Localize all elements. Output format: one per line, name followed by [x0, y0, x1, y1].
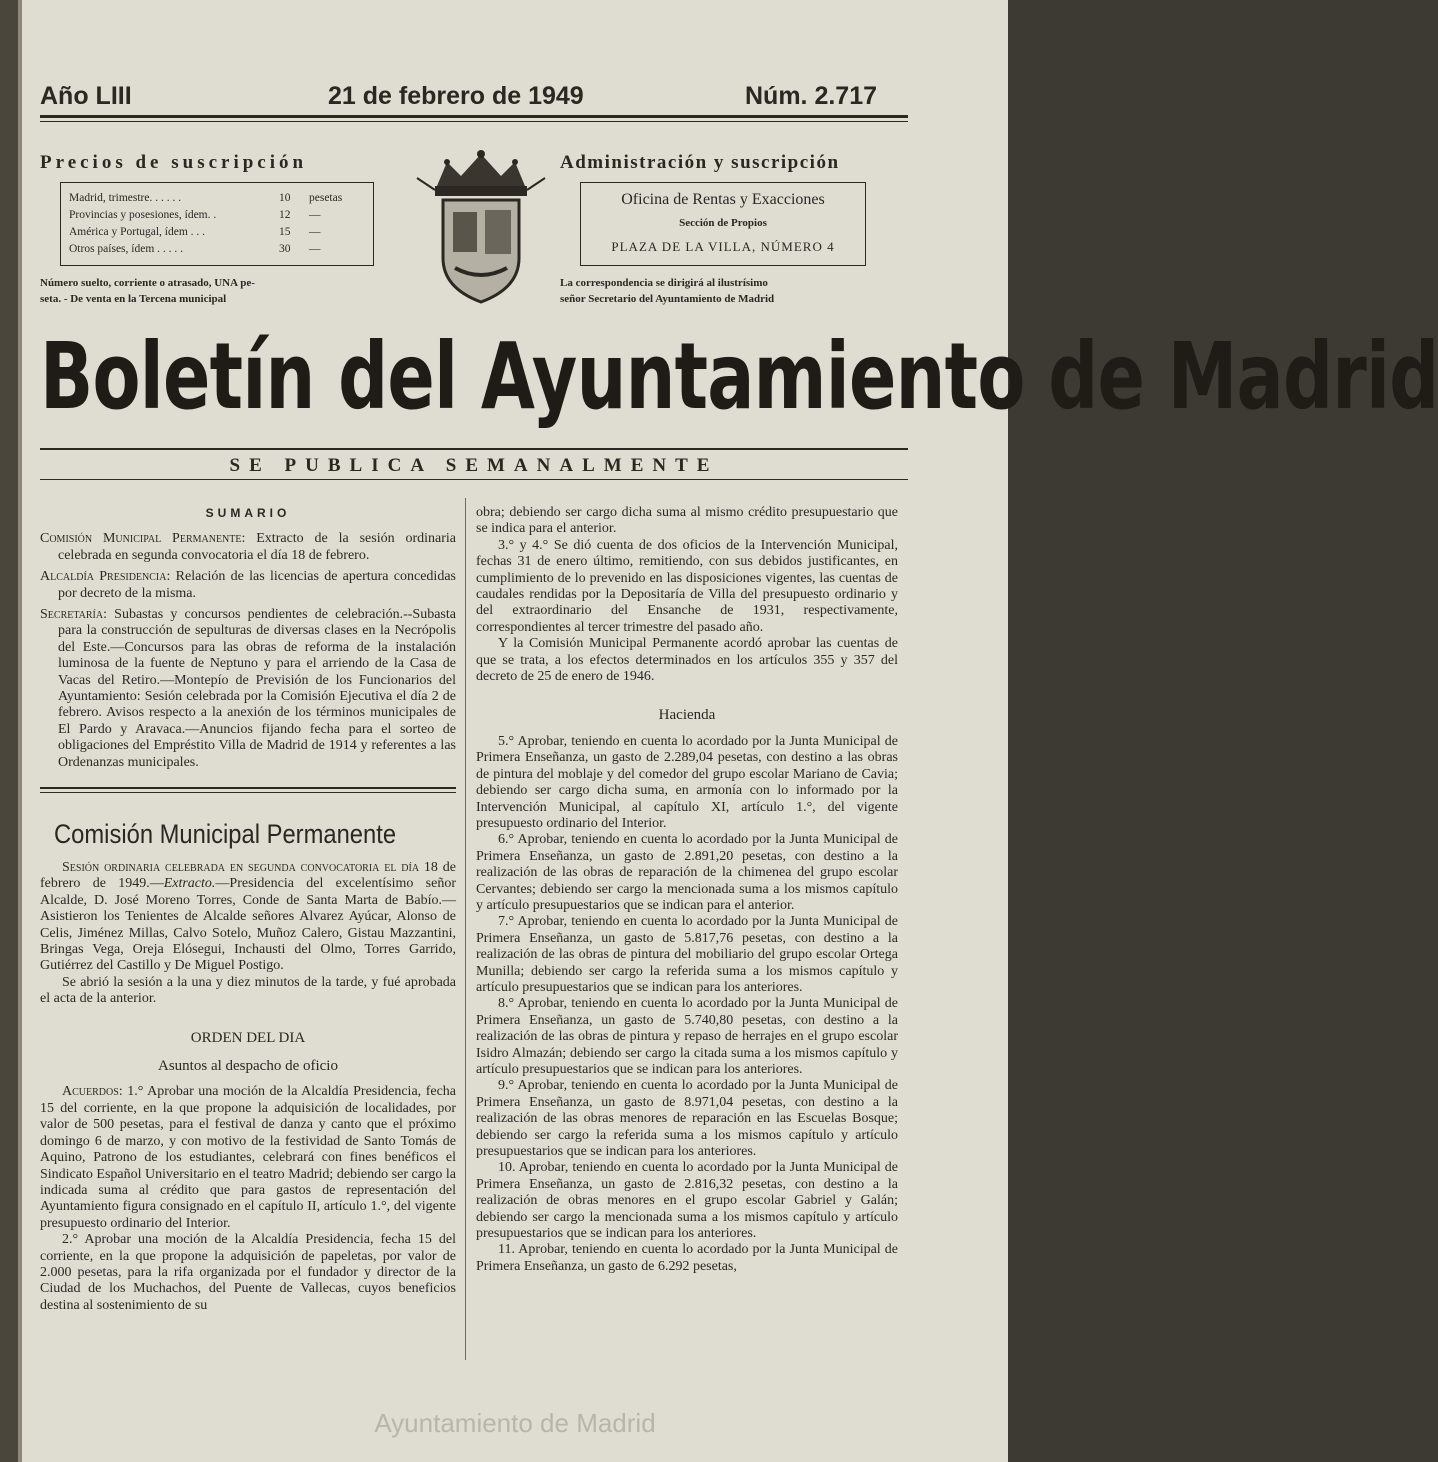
- comision-section: [40, 818, 456, 1314]
- correspondence-note: La correspondencia se dirigirá al ilustrísimo señor Secretario del Ayuntamiento de Madrid: [560, 277, 775, 305]
- top-rule-thin: [40, 121, 908, 122]
- administration-title: Administración y suscripción: [560, 152, 840, 173]
- summary-section: [40, 505, 456, 776]
- section-divider: [40, 787, 456, 789]
- session-opening: Se abrió la sesión a la una y diez minutos de la tarde, y fué aprobada el acta de la anterior.: [40, 974, 456, 1007]
- section-divider-thin: [40, 792, 456, 793]
- office-name: Oficina de Rentas y Exacciones: [621, 191, 825, 208]
- summary-item: Alcaldía Presidencia: Relación de las licencias de apertura concedidas por decreto de la misma.: [40, 569, 456, 601]
- subscription-prices-title: Precios de suscripción: [40, 152, 308, 173]
- right-column: [476, 505, 898, 1275]
- column-separator: [465, 498, 466, 1360]
- subscription-prices-box: [60, 182, 374, 266]
- paragraph: 8.° Aprobar, teniendo en cuenta lo acordado por la Junta Municipal de Primera Enseñanza, un gasto de 5.740,80 pesetas, con destino a la realización de las obras de pintura y repaso de herrajes en el grupo escolar Isidro Almazán; debiendo ser cargo la citada suma a los mismos capítulo y artículo presupuestarios que se indican para los anteriores.: [476, 996, 898, 1077]
- paragraph: Y la Comisión Municipal Permanente acordó aprobar las cuentas de que se trata, a los efectos determinados en los artículos 355 y 357 del decreto de 25 de enero de 1946.: [476, 636, 898, 685]
- single-issue-note: Número suelto, corriente o atrasado, UNA pe- seta. - De venta en la Tercena municipal: [40, 277, 255, 305]
- price-row: América y Portugal, ídem . . . 15 —: [69, 226, 321, 238]
- administration-box: [580, 182, 866, 266]
- paragraph: 6.° Aprobar, teniendo en cuenta lo acordado por la Junta Municipal de Primera Enseñanza, un gasto de 2.891,20 pesetas, con destino a la realización de las obras de reparación de la chimenea del grupo escolar Cervantes; debiendo ser cargo la mencionada suma a los mismos capítulo y artículo presupuestarios que se indican para el anterior.: [476, 832, 898, 913]
- price-row: Otros países, ídem . . . . . 30 —: [69, 243, 321, 255]
- orden-del-dia-heading: ORDEN DEL DIA: [190, 1029, 306, 1046]
- publica-rule: [40, 479, 908, 480]
- paragraph: obra; debiendo ser cargo dicha suma al mismo crédito presupuestario que se indica para el anterior.: [476, 505, 898, 537]
- paragraph: 9.° Aprobar, teniendo en cuenta lo acordado por la Junta Municipal de Primera Enseñanza, un gasto de 8.971,04 pesetas, con destino a la realización de las obras menores de reparación en las Escuelas Bosque; debiendo ser cargo la referida suma a los mismos capítulo y artículo presupuestarios que se indican para los anteriores.: [476, 1078, 898, 1160]
- paragraph: 5.° Aprobar, teniendo en cuenta lo acordado por la Junta Municipal de Primera Enseñanza, un gasto de 2.289,04 pesetas, con destino a las obras de pintura del moblaje y del comedor del grupo escolar Mariano de Cavia; debiendo ser cargo dicha suma, en armonía con lo informado por la Intervención Municipal, al capítulo XI, artículo 1.°, del vigente presupuesto ordinario del Interior.: [476, 733, 898, 831]
- paragraph: 7.° Aprobar, teniendo en cuenta lo acordado por la Junta Municipal de Primera Enseñanza, un gasto de 5.817,76 pesetas, con destino a la realización de las obras de pintura del mobiliario del grupo escolar Ortega Munilla; debiendo ser cargo la referida suma a los mismos capítulo y artículo presupuestarios que se indican para los anteriores.: [476, 914, 898, 995]
- comision-title: Comisión Municipal Permanente: [53, 819, 396, 849]
- top-rule: [40, 115, 908, 118]
- masthead-title: Boletín del Ayuntamiento de Madrid: [40, 323, 1438, 430]
- section-name: Sección de Propios: [679, 217, 767, 229]
- summary-item: Comisión Municipal Permanente: Extracto de la sesión ordinaria celebrada en segunda convocatoria el día 18 de febrero.: [40, 531, 456, 563]
- madrid-coat-of-arms-icon: [417, 148, 545, 308]
- paragraph: 3.° y 4.° Se dió cuenta de dos oficios de la Intervención Municipal, fechas 31 de enero último, remitiendo, con sus debidos justificantes, en cumplimiento de lo prevenido en las disposiciones vigentes, las cuentas de caudales rendidas por la Depositaría de Villa del presupuesto ordinario y del extraordinario del Ensanche de 1931, respectivamente, correspondientes al tercer trimestre del pasado año.: [476, 537, 898, 635]
- masthead-rule: [40, 448, 908, 450]
- acuerdo-2: 2.° Aprobar una moción de la Alcaldía Presidencia, fecha 15 del corriente, en la que propone la adquisición de papeletas, por valor de 2.000 pesetas, para la rifa organizada por el fundador y director de la Ciudad de los Muchachos, del Puente de Vallecas, cuyos beneficios destina al sostenimiento de su: [40, 1232, 456, 1313]
- page-binding-edge: [0, 0, 22, 1462]
- issue-number: Núm. 2.717: [745, 82, 878, 110]
- paragraph: 11. Aprobar, teniendo en cuenta lo acordado por la Junta Municipal de Primera Enseñanza, un gasto de 6.292 pesetas,: [476, 1242, 898, 1274]
- paragraph: 10. Aprobar, teniendo en cuenta lo acordado por la Junta Municipal de Primera Enseñanza, un gasto de 2.816,32 pesetas, con destino a la realización de obras menores en el grupo escolar Gabriel y Galán; debiendo ser cargo la mencionada suma a los mismos capítulo y artículo presupuestarios que se indican para los anteriores.: [476, 1160, 898, 1242]
- asuntos-heading: Asuntos al despacho de oficio: [158, 1058, 338, 1075]
- issue-date: 21 de febrero de 1949: [328, 82, 584, 110]
- publication-frequency: SE PUBLICA SEMANALMENTE: [229, 455, 719, 476]
- acuerdo-1: Acuerdos: 1.° Aprobar una moción de la Alcaldía Presidencia, fecha 15 del corriente, en la que propone la adquisición de localidades, por valor de 500 pesetas, para el festival de danza y canto que el próximo domingo 6 de marzo, y con motivo de la festividad de Santo Tomás de Aquino, Patrono de los estudiantes, celebrará con fines benéficos el Sindicato Español Universitario en el teatro Madrid; debiendo ser cargo la indicada suma al crédito que para gastos de representación del Ayuntamiento figura consignado en el capítulo II, artículo 1.°, del vigente presupuesto ordinario del Interior.: [40, 1084, 456, 1231]
- summary-heading: SUMARIO: [205, 506, 291, 520]
- archive-watermark: Ayuntamiento de Madrid: [374, 1408, 656, 1438]
- hacienda-heading: Hacienda: [658, 707, 716, 724]
- price-row: Provincias y posesiones, ídem. . 12 —: [69, 209, 321, 221]
- issue-year: Año LIII: [40, 82, 132, 110]
- summary-item: Secretaría: Subastas y concursos pendientes de celebración.--Subasta para la construcción de sepulturas de diversas clases en la Necrópolis del Este.—Concursos para las obras de reforma de la instalación luminosa de la fuente de Neptuno y para el arriendo de la Casa de Vacas del Retiro.—Montepío de Previsión de los Funcionarios del Ayuntamiento: Sesión celebrada por la Comisión Ejecutiva el día 2 de febrero. Avisos respecto a la anexión de los términos municipales de El Pardo y Aravaca.—Anuncios fijando fecha para el sorteo de obligaciones del Empréstito Villa de Madrid de 1914 y referentes a las Ordenanzas municipales.: [40, 607, 456, 770]
- price-row: Madrid, trimestre. . . . . . 10 pesetas: [69, 192, 343, 204]
- newspaper-page: [22, 0, 1438, 1462]
- session-intro: Sesión ordinaria celebrada en segunda convocatoria el día 18 de febrero de 1949.—Extracto.—Presidencia del excelentísimo señor Alcalde, D. José Moreno Torres, Conde de Santa Marta de Babío.—Asistieron los Tenientes de Alcalde señores Alvarez Ayúcar, Alonso de Celis, Jiménez Millas, Calvo Sotelo, Muñoz Calero, Gistau Mazzantini, Bringas Vega, Oreja Elósegui, Inchausti del Olmo, Torres Garrido, Gutiérrez del Castillo y De Miguel Postigo.: [40, 860, 456, 974]
- office-address: PLAZA DE LA VILLA, NÚMERO 4: [611, 239, 835, 254]
